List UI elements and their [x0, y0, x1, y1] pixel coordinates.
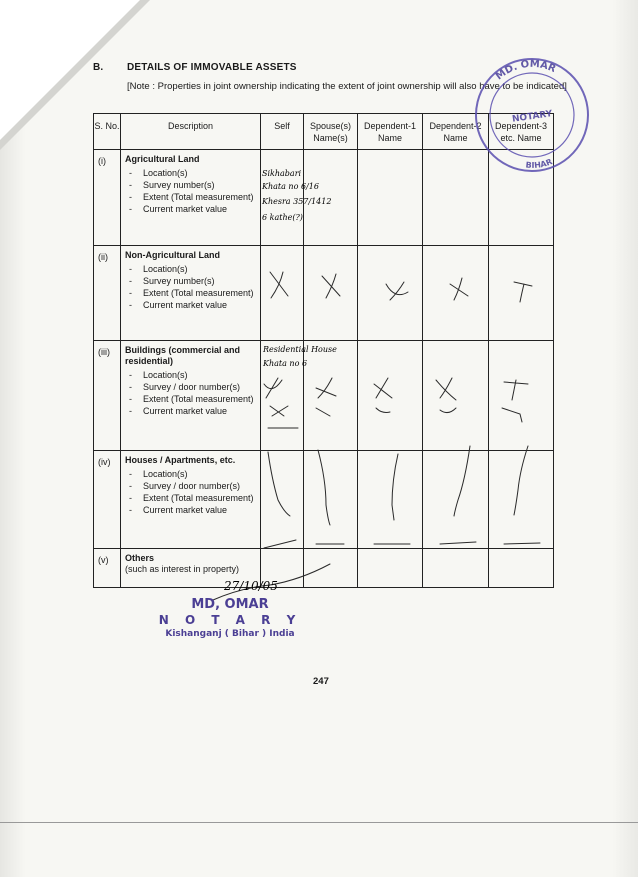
- cell-dependent-3: [489, 150, 554, 246]
- row-description: [121, 549, 261, 588]
- list-item: - Location(s): [127, 469, 256, 481]
- cell-dependent-1: [358, 341, 423, 451]
- section-heading: [93, 62, 297, 73]
- list-item: - Survey number(s): [127, 180, 256, 192]
- row-description: [121, 246, 261, 341]
- row-sno: (iii): [94, 341, 121, 451]
- seal-bottom-text: BIHAR: [525, 157, 554, 171]
- row-description: [121, 451, 261, 549]
- table-row: [94, 451, 554, 549]
- cell-spouse: [304, 451, 358, 549]
- header-dependent-3: Dependent-3 etc. Name: [489, 114, 554, 150]
- cell-dependent-3: [489, 341, 554, 451]
- cell-dependent-3: [489, 549, 554, 588]
- cell-self: [261, 451, 304, 549]
- cell-dependent-3: [489, 246, 554, 341]
- table-header-row: [94, 114, 554, 150]
- row-subtitle: (such as interest in property): [125, 564, 240, 574]
- scan-edge-line: [0, 822, 638, 823]
- cell-dependent-2: [423, 549, 489, 588]
- header-dependent-1: Dependent-1 Name: [358, 114, 423, 150]
- notary-stamp: [150, 597, 310, 639]
- handwritten-text: 6 kathe(?): [262, 213, 303, 222]
- list-item: - Current market value: [127, 406, 256, 418]
- cell-dependent-2: [423, 246, 489, 341]
- list-item: - Location(s): [127, 264, 256, 276]
- row-sno: (ii): [94, 246, 121, 341]
- table-row: [94, 246, 554, 341]
- immovable-assets-table: [93, 113, 554, 588]
- header-description: Description: [121, 114, 261, 150]
- cell-dependent-1: [358, 150, 423, 246]
- row-description: [121, 150, 261, 246]
- cell-dependent-1: [358, 246, 423, 341]
- page-number: 247: [313, 676, 329, 687]
- header-sno: S. No.: [94, 114, 121, 150]
- cell-dependent-2: [423, 341, 489, 451]
- list-item: - Extent (Total measurement): [127, 288, 256, 300]
- table-row: [94, 549, 554, 588]
- row-title: Agricultural Land: [125, 154, 200, 164]
- row-sno: (iv): [94, 451, 121, 549]
- cell-dependent-1: [358, 451, 423, 549]
- list-item: - Survey number(s): [127, 276, 256, 288]
- handwritten-text: Khata no 6/16: [262, 182, 319, 191]
- handwritten-text: Khata no 6: [263, 359, 308, 368]
- row-items: [121, 264, 260, 314]
- header-dependent-2: Dependent-2 Name: [423, 114, 489, 150]
- list-item: - Location(s): [127, 168, 256, 180]
- list-item: - Location(s): [127, 370, 256, 382]
- handwritten-date: 27/10/05: [224, 579, 278, 593]
- cell-dependent-2: [423, 451, 489, 549]
- cell-self: [261, 341, 304, 451]
- header-spouse: Spouse(s) Name(s): [304, 114, 358, 150]
- list-item: - Survey / door number(s): [127, 382, 256, 394]
- list-item: - Extent (Total measurement): [127, 493, 256, 505]
- cell-self: [261, 150, 304, 246]
- cell-self: [261, 549, 304, 588]
- row-sno: (v): [94, 549, 121, 588]
- list-item: - Current market value: [127, 300, 256, 312]
- row-title: Houses / Apartments, etc.: [125, 455, 236, 465]
- header-self: Self: [261, 114, 304, 150]
- list-item: - Survey / door number(s): [127, 481, 256, 493]
- row-items: [121, 168, 260, 218]
- table-row: [94, 150, 554, 246]
- handwritten-text: Khesra 357/1412: [262, 197, 332, 206]
- handwritten-text: Residential House: [263, 345, 337, 354]
- section-letter: B.: [93, 62, 104, 73]
- cell-spouse: [304, 549, 358, 588]
- row-title: Non-Agricultural Land: [125, 250, 220, 260]
- cell-dependent-2: [423, 150, 489, 246]
- list-item: - Extent (Total measurement): [127, 394, 256, 406]
- section-title: DETAILS OF IMMOVABLE ASSETS: [127, 62, 297, 73]
- cell-spouse: [304, 246, 358, 341]
- row-sno: (i): [94, 150, 121, 246]
- cell-spouse: [304, 150, 358, 246]
- table-row: [94, 341, 554, 451]
- cell-dependent-1: [358, 549, 423, 588]
- seal-top-text: MD. OMAR: [493, 58, 558, 83]
- notary-name: MD, OMAR: [191, 597, 269, 612]
- notary-title: N O T A R Y: [158, 613, 302, 627]
- handwritten-text: Sikhabari: [262, 169, 302, 178]
- list-item: - Extent (Total measurement): [127, 192, 256, 204]
- list-item: - Current market value: [127, 505, 256, 517]
- row-title: Others: [125, 553, 155, 563]
- cell-self: [261, 246, 304, 341]
- row-items: [121, 469, 260, 519]
- row-title: Buildings (commercial and residential): [125, 345, 241, 366]
- cell-dependent-3: [489, 451, 554, 549]
- ownership-note: [Note : Properties in joint ownership indicating the extent of joint ownership will also have to be indicated]: [127, 81, 567, 92]
- seal-middle-text: NOTARY: [511, 109, 554, 125]
- row-items: [121, 370, 260, 420]
- list-item: - Current market value: [127, 204, 256, 216]
- row-description: [121, 341, 261, 451]
- cell-spouse: [304, 341, 358, 451]
- notary-place: Kishanganj ( Bihar ) India: [165, 629, 295, 639]
